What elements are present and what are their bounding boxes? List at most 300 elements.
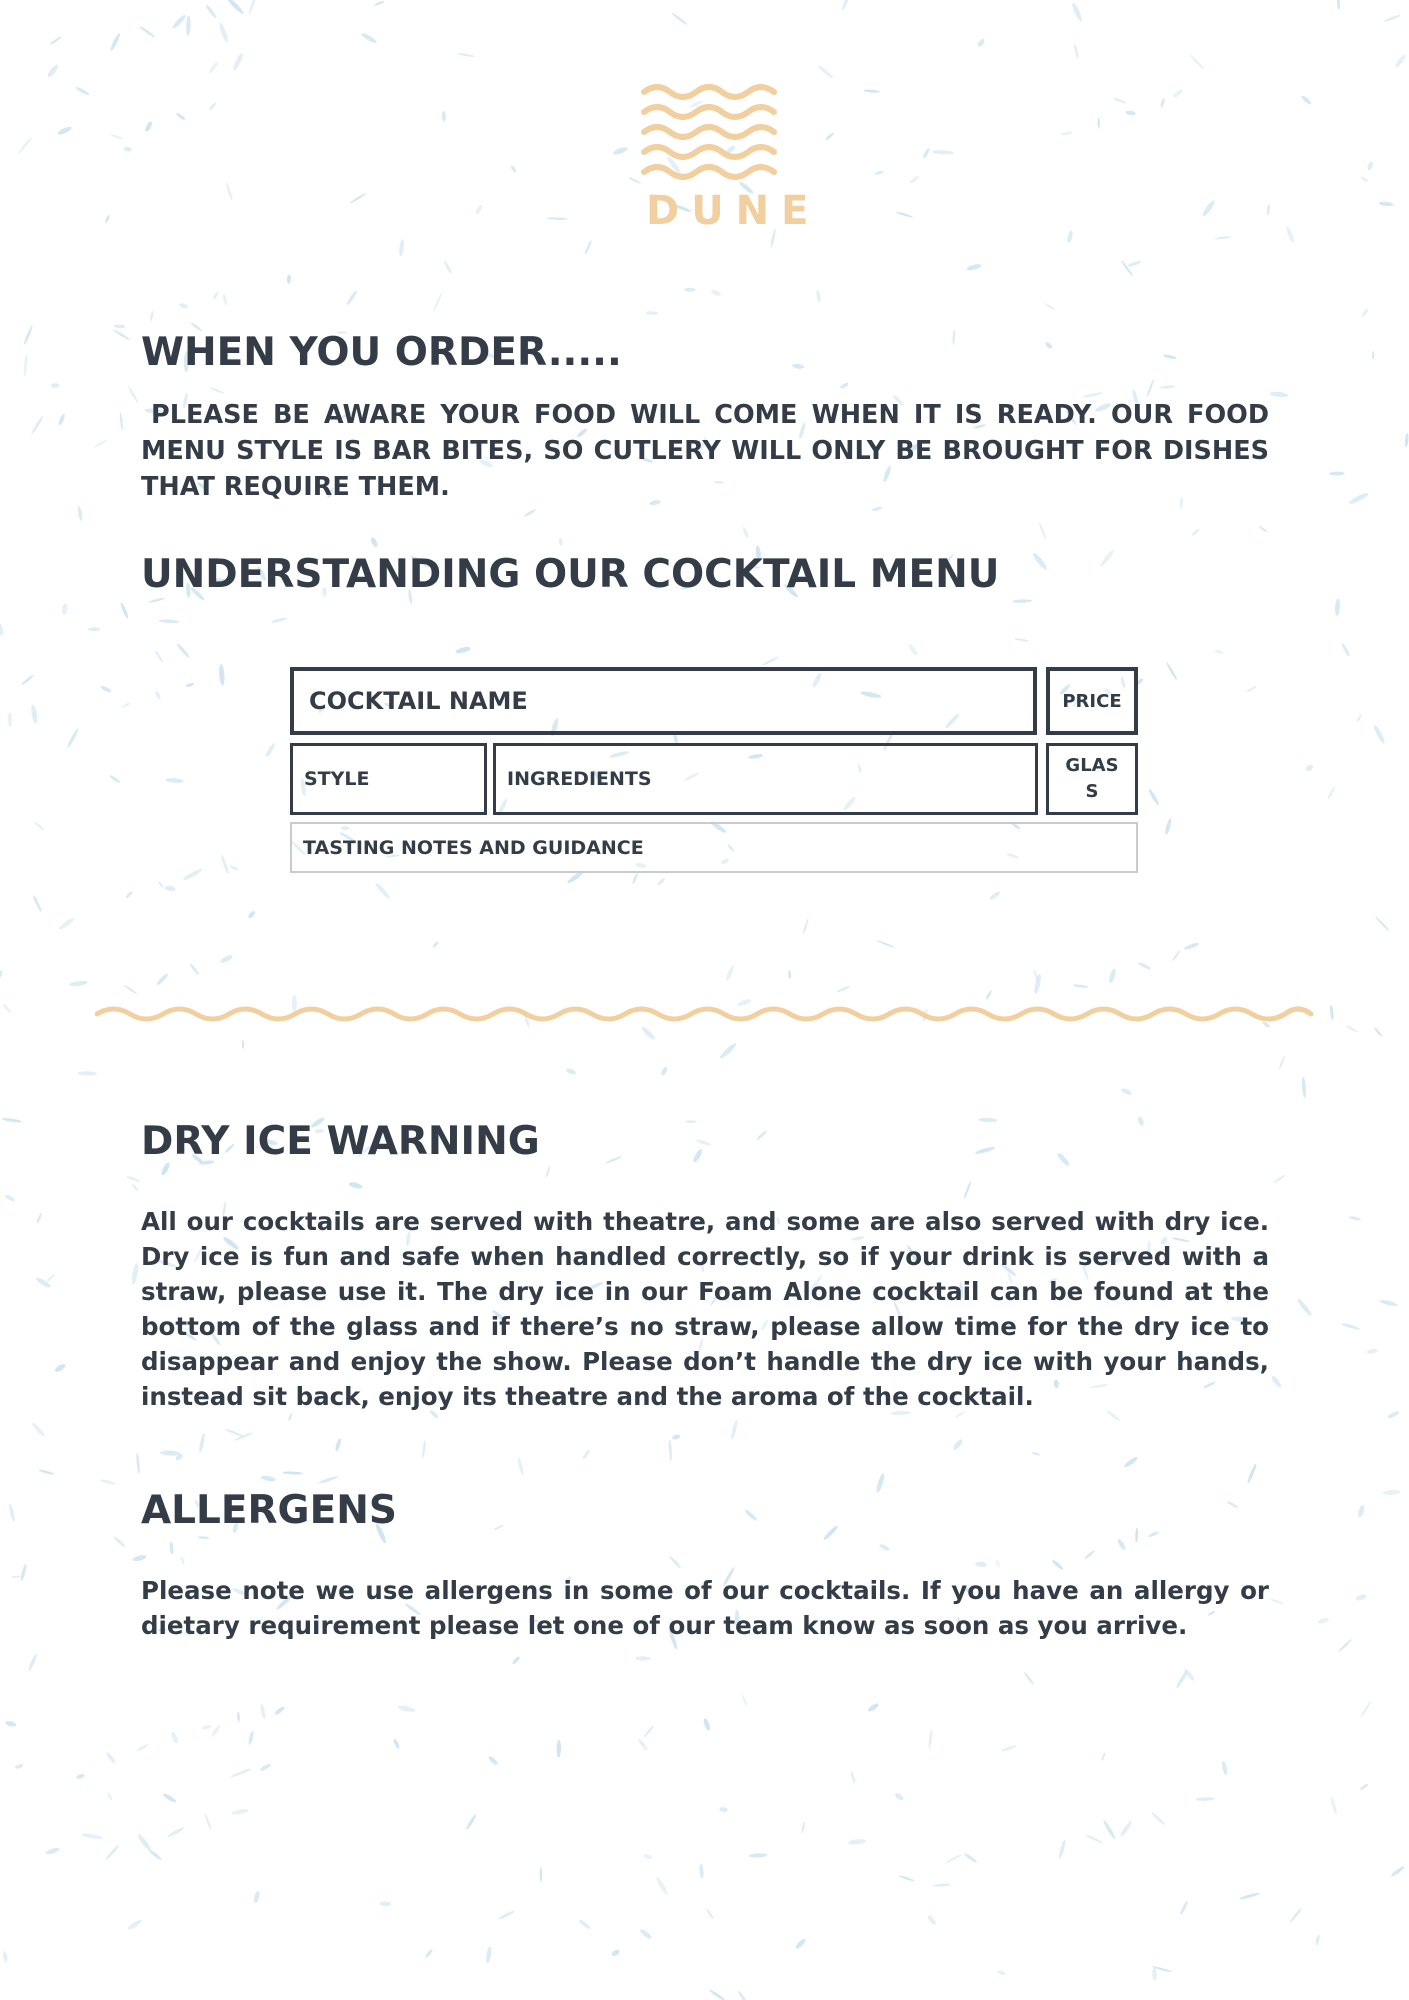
allergens-text: Please note we use allergens in some of our cocktails. If you have an allergy or dietary requirement please let one of our team know as soon as you arrive.	[141, 1576, 1269, 1640]
speckle	[1258, 525, 1267, 533]
speckle	[1058, 1839, 1067, 1859]
speckle	[801, 1821, 805, 1834]
dry-ice-heading: DRY ICE WARNING	[141, 1119, 540, 1164]
speckle	[741, 1695, 747, 1707]
speckle	[655, 1876, 669, 1896]
speckle	[455, 646, 471, 655]
speckle	[637, 1738, 649, 1752]
speckle	[1330, 1796, 1338, 1815]
speckle	[360, 32, 377, 45]
speckle	[909, 175, 920, 184]
speckle	[725, 965, 736, 982]
speckle	[247, 910, 256, 919]
speckle	[259, 1763, 272, 1773]
speckle	[1246, 1463, 1257, 1484]
speckle	[1266, 204, 1270, 215]
speckle	[260, 1704, 266, 1720]
speckle	[1151, 1811, 1166, 1825]
speckle	[1239, 1892, 1260, 1901]
speckle	[1315, 1934, 1321, 1945]
speckle	[517, 1456, 525, 1475]
speckle	[1348, 491, 1370, 505]
speckle	[896, 211, 914, 218]
speckle	[1160, 98, 1166, 108]
speckle	[749, 1853, 768, 1858]
speckle	[1120, 1087, 1132, 1096]
speckle	[756, 1130, 768, 1141]
speckle	[93, 439, 107, 448]
speckle	[1337, 0, 1341, 10]
speckle	[1329, 471, 1344, 475]
speckle	[205, 4, 218, 20]
speckle	[1390, 1865, 1405, 1877]
speckle	[1355, 1593, 1367, 1602]
speckle	[1108, 968, 1117, 984]
speckle	[875, 1473, 885, 1494]
speckle	[540, 1867, 542, 1882]
speckle	[510, 165, 517, 174]
speckle	[127, 386, 139, 404]
speckle	[1345, 1025, 1358, 1033]
speckle	[349, 192, 366, 204]
speckle	[186, 15, 191, 35]
speckle	[23, 354, 28, 376]
speckle	[348, 1181, 363, 1190]
speckle	[398, 1705, 416, 1713]
speckle	[952, 329, 956, 345]
speckle	[81, 1833, 103, 1840]
speckle	[185, 682, 194, 687]
speckle	[545, 1166, 551, 1178]
speckle	[210, 387, 225, 395]
speckle	[1179, 1900, 1188, 1915]
speckle	[1183, 942, 1199, 951]
speckle	[1338, 1639, 1352, 1653]
speckle	[1372, 724, 1386, 744]
speckle	[160, 1450, 180, 1456]
speckle	[58, 916, 76, 931]
ordering-heading: WHEN YOU ORDER.....	[141, 330, 622, 375]
speckle	[705, 1908, 714, 1919]
speckle	[1051, 1559, 1064, 1571]
speckle	[443, 260, 453, 274]
speckle	[75, 86, 91, 97]
speckle	[1137, 961, 1151, 970]
dune-logo	[634, 80, 821, 240]
speckle	[66, 728, 79, 749]
speckle	[1373, 1026, 1383, 1037]
speckle	[475, 204, 484, 215]
wave-lines-icon	[634, 80, 794, 190]
speckle	[242, 1040, 244, 1049]
speckle	[1152, 1967, 1157, 1980]
speckle	[8, 1503, 15, 1522]
speckle	[1071, 2, 1084, 22]
speckle	[709, 1989, 727, 2000]
speckle	[839, 382, 849, 390]
speckle	[88, 627, 100, 631]
speckle	[5, 1720, 17, 1727]
speckle	[201, 1724, 213, 1730]
wave-divider	[95, 990, 1315, 1035]
speckle	[271, 617, 287, 624]
speckle	[1214, 649, 1223, 654]
speckle	[863, 89, 880, 93]
speckle	[211, 1725, 221, 1738]
speckle	[171, 14, 187, 30]
speckle	[0, 970, 3, 979]
speckle	[1270, 1375, 1282, 1389]
speckle	[1221, 1760, 1228, 1775]
speckle	[1098, 118, 1100, 129]
speckle	[485, 1946, 492, 1963]
speckle	[1031, 552, 1048, 571]
speckle	[220, 854, 230, 875]
speckle	[11, 1576, 21, 1579]
speckle	[393, 1738, 401, 1749]
speckle	[1301, 95, 1313, 106]
speckle	[966, 263, 982, 272]
speckle	[643, 1853, 653, 1859]
speckle	[1227, 1500, 1239, 1508]
speckle	[432, 940, 440, 948]
speckle	[1327, 786, 1336, 800]
speckle	[154, 690, 161, 700]
speckle	[136, 1743, 149, 1752]
speckle	[1379, 201, 1394, 207]
speckle	[978, 1118, 997, 1123]
speckle	[762, 655, 780, 666]
speckle	[933, 1884, 951, 1887]
speckle	[334, 1438, 342, 1452]
speckle	[639, 1928, 653, 1940]
speckle	[493, 1524, 504, 1531]
speckle	[928, 1729, 933, 1749]
speckle	[148, 1848, 163, 1860]
speckle	[54, 1363, 67, 1374]
speckle	[76, 1773, 85, 1780]
speckle	[1165, 661, 1178, 681]
speckle	[28, 1653, 38, 1671]
speckle	[442, 111, 447, 122]
speckle	[699, 1864, 704, 1879]
speckle	[1146, 379, 1154, 397]
speckle	[165, 777, 184, 783]
speckle	[582, 1449, 591, 1460]
speckle	[225, 182, 233, 201]
speckle	[1148, 1531, 1160, 1538]
speckle	[176, 643, 191, 659]
speckle	[1056, 1152, 1071, 1168]
speckle	[1, 1117, 21, 1123]
speckle	[523, 508, 536, 517]
speckle	[1270, 1598, 1285, 1605]
speckle	[23, 325, 34, 345]
speckle	[106, 1792, 113, 1801]
speckle	[167, 1826, 185, 1838]
speckle	[219, 954, 233, 965]
speckle	[656, 877, 665, 886]
speckle	[230, 1768, 251, 1779]
speckle	[1349, 1216, 1362, 1222]
speckle	[632, 873, 639, 885]
speckle	[1305, 764, 1314, 773]
speckle	[975, 1146, 996, 1155]
speckle	[318, 1475, 339, 1485]
speckle	[0, 623, 4, 637]
speckle	[1301, 1077, 1306, 1098]
speckle	[111, 134, 123, 140]
speckle	[424, 1948, 433, 1958]
speckle	[511, 1655, 520, 1665]
speckle	[1360, 176, 1369, 183]
speckle	[794, 1938, 806, 1950]
legend-tasting-notes: TASTING NOTES AND GUIDANCE	[290, 822, 1138, 873]
speckle	[1382, 1490, 1400, 1496]
speckle	[1099, 549, 1115, 568]
speckle	[635, 1656, 651, 1660]
speckle	[182, 867, 203, 881]
speckle	[159, 619, 180, 623]
speckle	[150, 311, 154, 322]
speckle	[692, 1148, 704, 1164]
speckle	[136, 1453, 141, 1474]
speckle	[696, 1139, 712, 1147]
speckle	[57, 125, 73, 136]
speckle	[283, 1471, 303, 1475]
speckle	[1214, 236, 1231, 240]
speckle	[125, 890, 134, 899]
speckle	[922, 147, 930, 159]
speckle	[30, 415, 44, 435]
speckle	[1372, 351, 1375, 359]
speckle	[744, 1509, 758, 1522]
speckle	[1341, 643, 1351, 658]
speckle	[848, 1838, 866, 1845]
speckle	[148, 597, 165, 603]
speckle	[1360, 307, 1369, 318]
speckle	[180, 1556, 185, 1565]
speckle	[558, 537, 563, 546]
speckle	[932, 150, 954, 155]
speckle	[131, 1184, 139, 1192]
speckle	[643, 1725, 654, 1738]
legend-ingredients: INGREDIENTS	[493, 743, 1038, 815]
speckle	[1379, 1299, 1398, 1307]
speckle	[109, 32, 121, 51]
speckle	[584, 240, 593, 255]
speckle	[1341, 1322, 1360, 1331]
speckle	[20, 1563, 28, 1581]
speckle	[867, 1702, 880, 1713]
speckle	[737, 1990, 750, 2000]
speckle	[261, 1475, 276, 1483]
speckle	[457, 52, 476, 57]
speckle	[963, 1181, 972, 1200]
speckle	[1101, 1752, 1106, 1761]
speckle	[162, 1792, 177, 1804]
speckle	[1189, 54, 1205, 71]
speckle	[611, 1948, 621, 1957]
speckle	[660, 1066, 668, 1076]
speckle	[69, 980, 88, 987]
speckle	[1000, 1744, 1016, 1753]
speckle	[1044, 302, 1056, 311]
speckle	[1172, 88, 1184, 99]
speckle	[963, 1852, 977, 1864]
speckle	[975, 1561, 987, 1567]
allergens-heading: ALLERGENS	[141, 1488, 397, 1533]
speckle	[1113, 97, 1127, 104]
speckle	[100, 685, 112, 693]
speckle	[1102, 1819, 1116, 1840]
speckle	[1356, 714, 1362, 723]
speckle	[995, 1559, 1000, 1568]
speckle	[197, 1536, 209, 1539]
logo-wordmark: DUNE	[646, 188, 821, 234]
speckle	[399, 239, 405, 257]
speckle	[612, 146, 629, 156]
legend-cocktail-name: COCKTAIL NAME	[290, 667, 1037, 735]
speckle	[1285, 226, 1295, 244]
speckle	[175, 112, 186, 121]
speckle	[156, 972, 169, 986]
speckle	[547, 217, 568, 220]
speckle	[556, 1740, 561, 1758]
speckle	[264, 742, 276, 758]
speckle	[374, 882, 391, 901]
speckle	[432, 292, 443, 313]
speckle	[178, 302, 189, 309]
speckle	[2, 1951, 8, 1963]
speckle	[1387, 1410, 1401, 1419]
speckle	[21, 674, 34, 686]
speckle	[1375, 916, 1390, 932]
speckle	[100, 1478, 116, 1485]
speckle	[144, 120, 153, 132]
speckle	[136, 1833, 152, 1851]
speckle	[104, 215, 110, 224]
speckle	[977, 38, 986, 48]
speckle	[1269, 391, 1288, 398]
speckle	[498, 1910, 515, 1921]
speckle	[1278, 1055, 1286, 1070]
speckle	[1367, 1348, 1379, 1354]
speckle	[114, 324, 126, 328]
speckle	[132, 1554, 146, 1562]
speckle	[565, 1067, 576, 1075]
speckle	[105, 1751, 117, 1764]
speckle	[742, 526, 750, 538]
speckle	[816, 290, 822, 302]
speckle	[1137, 1116, 1145, 1127]
speckle	[170, 1731, 179, 1744]
speckle	[989, 890, 1001, 901]
speckle	[1012, 599, 1032, 603]
ordering-text: PLEASE BE AWARE YOUR FOOD WILL COME WHEN IT IS READY. OUR FOOD MENU STYLE IS BAR BITES, SO CUTLERY WILL ONLY BE BROUGHT FOR DISHES THAT REQUIRE THEM.	[141, 400, 1269, 502]
dry-ice-text: All our cocktails are served with theatre, and some are also served with dry ice. Dry ice is fun and safe when handled correctly, so if your drink is served with a straw, please use it. The dry ice in our Foam Alone cocktail can be found at the bottom of the glass and if there’s no straw, please allow time for the dry ice to disappear and enjoy the show. Please don’t handle the dry ice with your hands, instead sit back, enjoy its theatre and the aroma of the cocktail.	[141, 1207, 1269, 1411]
speckle	[671, 12, 688, 26]
speckle	[850, 1771, 856, 1784]
speckle	[802, 918, 809, 934]
speckle	[218, 22, 230, 43]
speckle	[30, 1421, 45, 1437]
speckle	[1317, 1617, 1329, 1625]
speckle	[1335, 598, 1341, 616]
speckle	[487, 1755, 498, 1766]
speckle	[165, 885, 176, 892]
legend-price: PRICE	[1046, 667, 1138, 735]
speckle	[952, 1438, 964, 1451]
speckle	[1366, 161, 1374, 171]
legend-glass: GLAS S	[1046, 743, 1138, 815]
speckle	[1119, 1820, 1133, 1838]
speckle	[792, 363, 804, 369]
speckle	[1038, 522, 1047, 541]
speckle	[1123, 1456, 1138, 1469]
speckle	[825, 132, 835, 141]
speckle	[710, 289, 721, 297]
speckle	[208, 102, 216, 110]
speckle	[225, 1428, 243, 1437]
speckle	[119, 412, 123, 430]
speckle	[57, 413, 66, 426]
speckle	[668, 1555, 682, 1569]
speckle	[1044, 341, 1053, 350]
speckle	[38, 1469, 54, 1476]
speckle	[1172, 950, 1181, 962]
speckle	[198, 1433, 206, 1453]
speckle	[1014, 638, 1029, 642]
speckle	[218, 664, 225, 686]
speckle	[879, 1543, 891, 1552]
speckle	[605, 1155, 623, 1164]
speckle	[1296, 1297, 1313, 1317]
speckle	[898, 1875, 915, 1882]
speckle	[1147, 788, 1160, 806]
speckle	[370, 537, 379, 548]
speckle	[231, 1808, 249, 1816]
speckle	[226, 0, 245, 15]
speckle	[465, 1814, 477, 1831]
speckle	[131, 1263, 140, 1285]
speckle	[1127, 260, 1141, 267]
speckle	[51, 383, 60, 388]
speckle	[46, 1273, 56, 1282]
speckle	[1061, 131, 1073, 136]
speckle	[36, 1212, 42, 1224]
speckle	[1159, 385, 1175, 389]
speckle	[1357, 1504, 1366, 1518]
speckle	[46, 63, 59, 78]
speckle	[1329, 1005, 1334, 1020]
speckle	[379, 1901, 391, 1906]
speckle	[1404, 433, 1409, 447]
speckle	[229, 865, 238, 872]
speckle	[817, 64, 834, 79]
speckle	[719, 1807, 728, 1813]
speckle	[113, 1536, 126, 1548]
speckle	[18, 137, 33, 155]
speckle	[718, 1042, 737, 1060]
speckle	[702, 1717, 711, 1731]
speckle	[1246, 685, 1257, 693]
speckle	[672, 1434, 681, 1441]
speckle	[126, 1175, 141, 1183]
speckle	[33, 821, 45, 831]
speckle	[841, 0, 850, 11]
speckle	[997, 1970, 1006, 1976]
